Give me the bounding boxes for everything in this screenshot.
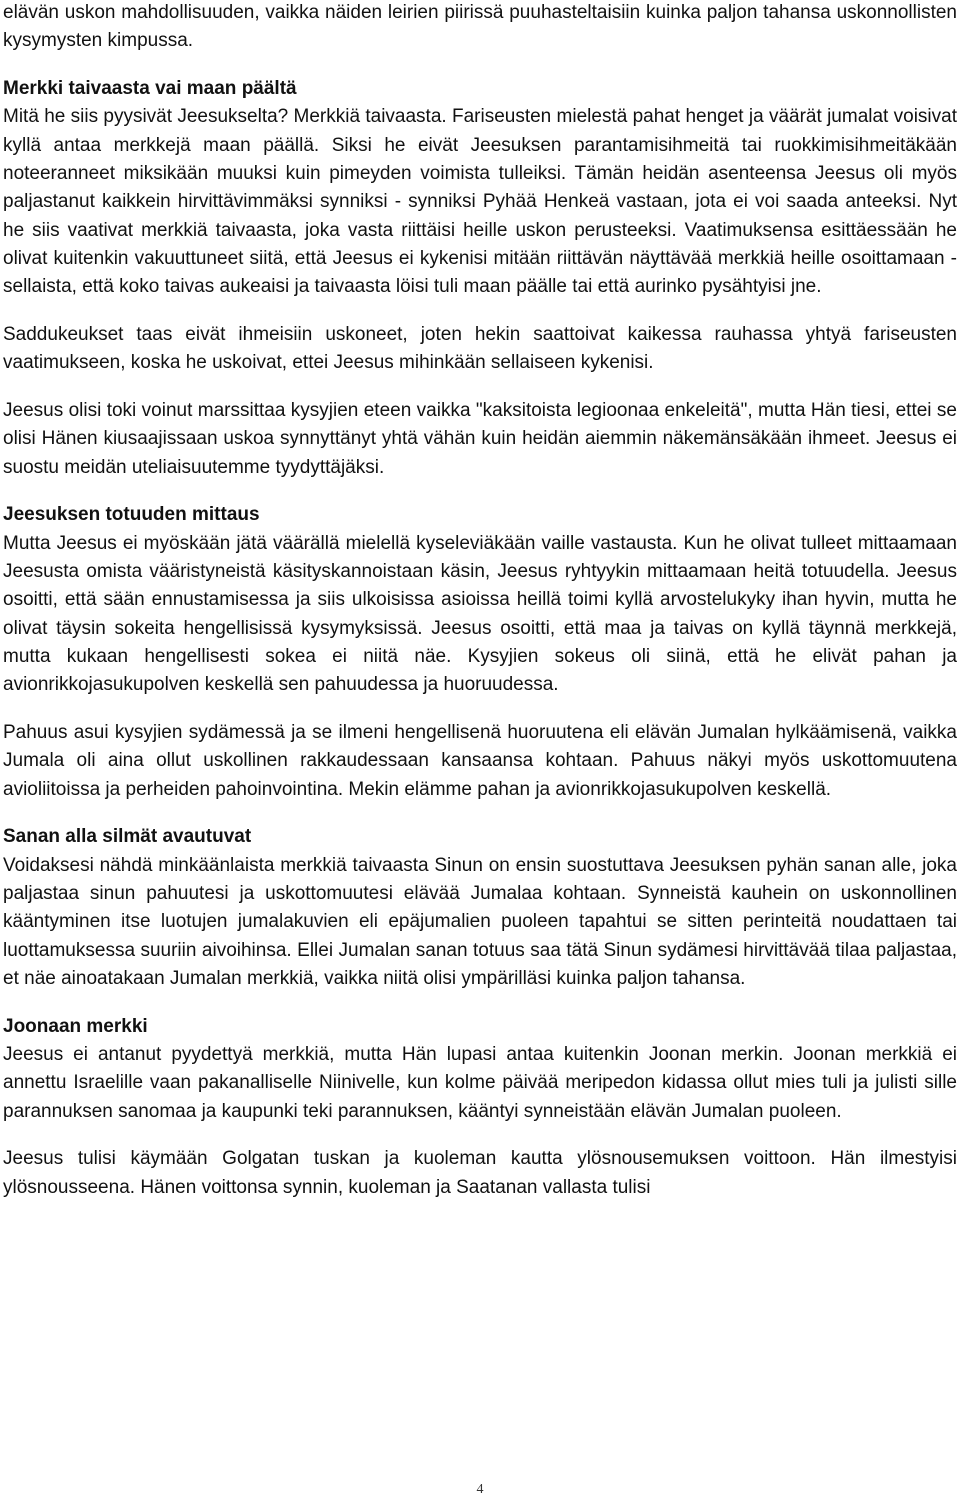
text-block-intro [3,0,957,56]
section-heading: Merkki taivaasta vai maan päältä [3,78,297,100]
paragraph: Saddukeukset taas eivät ihmeisiin uskoneet, joten hekin saattoivat kaikessa rauhassa yhtyä fariseusten vaatimukseen, koska he uskoivat, ettei Jeesus mihinkään sellaiseen kykenisi. [3,323,957,374]
section-heading: Sanan alla silmät avautuvat [3,826,252,848]
text-block-saddukeukset [3,321,957,378]
section-merkki-taivaasta [3,75,957,301]
paragraph: Jeesus olisi toki voinut marssittaa kysyjien eteen vaikka "kaksitoista legioonaa enkeleitä", mutta Hän tiesi, ettei se olisi Hänen kiusaajissaan uskoa synnyttänyt yhtä vähän kuin heidän aiemmin näkemänsäkään ihmeet. Jeesus ei suostu meidän uteliaisuutemme tyydyttäjäksi. [3,400,957,478]
section-joonaan-merkki [3,1013,957,1126]
paragraph: Voidaksesi nähdä minkäänlaista merkkiä taivaasta Sinun on ensin suostuttava Jeesuksen pyhän sanan alle, joka paljastaa sinun pahuutesi ja uskottomuutesi elävää Jumalaa kohtaan. Synneistä kauhein on uskonnollinen kääntyminen itse luotujen jumalakuvien eli epäjumalien puoleen tapahtui se sitten perinteitä noudattaen tai luottamuksessa suuriin aivoihinsa. Ellei Jumalan sanan totuus saa tätä Sinun sydämesi hirvittävää tilaa paljastaa, et näe ainoatakaan Jumalan merkkiä, vaikka niitä olisi ympärilläsi kuinka paljon tahansa. [3,854,957,989]
paragraph: Mutta Jeesus ei myöskään jätä väärällä mielellä kyseleviäkään vaille vastausta. Kun he olivat tulleet mittaamaan Jeesusta omista vääristyneistä käsityskannoistaan käsin, Jeesus ryhtyykin mittaamaan heitä totuudella. Jeesus osoitti, että sään ennustamisessa ja siis ulkoisissa asioissa heillä toimi kyllä arvostelukyky ihan hyvin, mutta he olivat täysin sokeita hengellisissä kysymyksissä. Jeesus osoitti, että maa ja taivas on kyllä täynnä merkkejä, mutta kukaan hengellisesti sokea ei niitä näe. Kysyjien sokeus oli siinä, että he elivät pahan ja avionrikkojasukupolven keskellä sen pahuudessa ja huoruudessa. [3,532,957,696]
section-heading: Jeesuksen totuuden mittaus [3,504,260,526]
text-block-pahuus [3,719,957,804]
section-heading: Joonaan merkki [3,1015,148,1037]
document-page [3,0,957,1221]
paragraph: Jeesus ei antanut pyydettyä merkkiä, mutta Hän lupasi antaa kuitenkin Joonan merkin. Joonan merkkiä ei annettu Israelille vaan pakanalliselle Niinivelle, kun kolme päivää meripedon kidassa ollut mies tuli ja julisti sille parannuksen sanomaa ja kaupunki teki parannuksen, kääntyi synneistään elävän Jumalan puoleen. [3,1044,957,1122]
paragraph: Mitä he siis pyysivät Jeesukselta? Merkkiä taivaasta. Fariseusten mielestä pahat henget ja väärät jumalat voisivat kyllä antaa merkkejä maan päällä. Siksi he eivät Jeesuksen parantamisihmeitä tai ruokkimisihmeitäkään noteeranneet miksikään muuksi kuin pimeyden voimista tulleiksi. Tämän heidän asenteensa Jeesus oli myös paljastanut kaikkein hirvittävimmäksi synniksi - synniksi Pyhää Henkeä vastaan, jota ei voi saada anteeksi. Nyt he siis vaativat merkkiä taivaasta, joka vasta riittäisi heille uskon perusteeksi. Vaatimuksensa esittäessään he olivat kuitenkin vakuuttuneet siitä, että Jeesus ei kykenisi mitään riittävän näyttävää merkkiä heille osoittamaan - sellaista, että koko taivas aukeaisi ja taivaasta löisi tuli maan päälle tai että aurinko pysähtyisi jne. [3,106,957,298]
text-block-legioonat [3,397,957,482]
section-sanan-alla [3,823,957,993]
section-totuuden-mittaus [3,501,957,699]
page-number: 4 [476,1482,484,1497]
paragraph: Pahuus asui kysyjien sydämessä ja se ilmeni hengellisenä huoruutena eli elävän Jumalan hylkäämisenä, vaikka Jumala oli aina ollut uskollinen rakkaudessaan kansaansa kohtaan. Pahuus näkyi myös uskottomuutena avioliitoissa ja perheiden pahoinvointina. Mekin elämme pahan ja avionrikkojasukupolven keskellä. [3,722,957,800]
paragraph: elävän uskon mahdollisuuden, vaikka näiden leirien piirissä puuhasteltaisiin kuinka paljon tahansa uskonnollisten kysymysten kimpussa. [3,2,957,52]
paragraph: Jeesus tulisi käymään Golgatan tuskan ja kuoleman kautta ylösnousemuksen voittoon. Hän ilmestyisi ylösnousseena. Hänen voittonsa synnin, kuoleman ja Saatanan vallasta tulisi [3,1148,957,1198]
text-block-golgata [3,1145,957,1202]
